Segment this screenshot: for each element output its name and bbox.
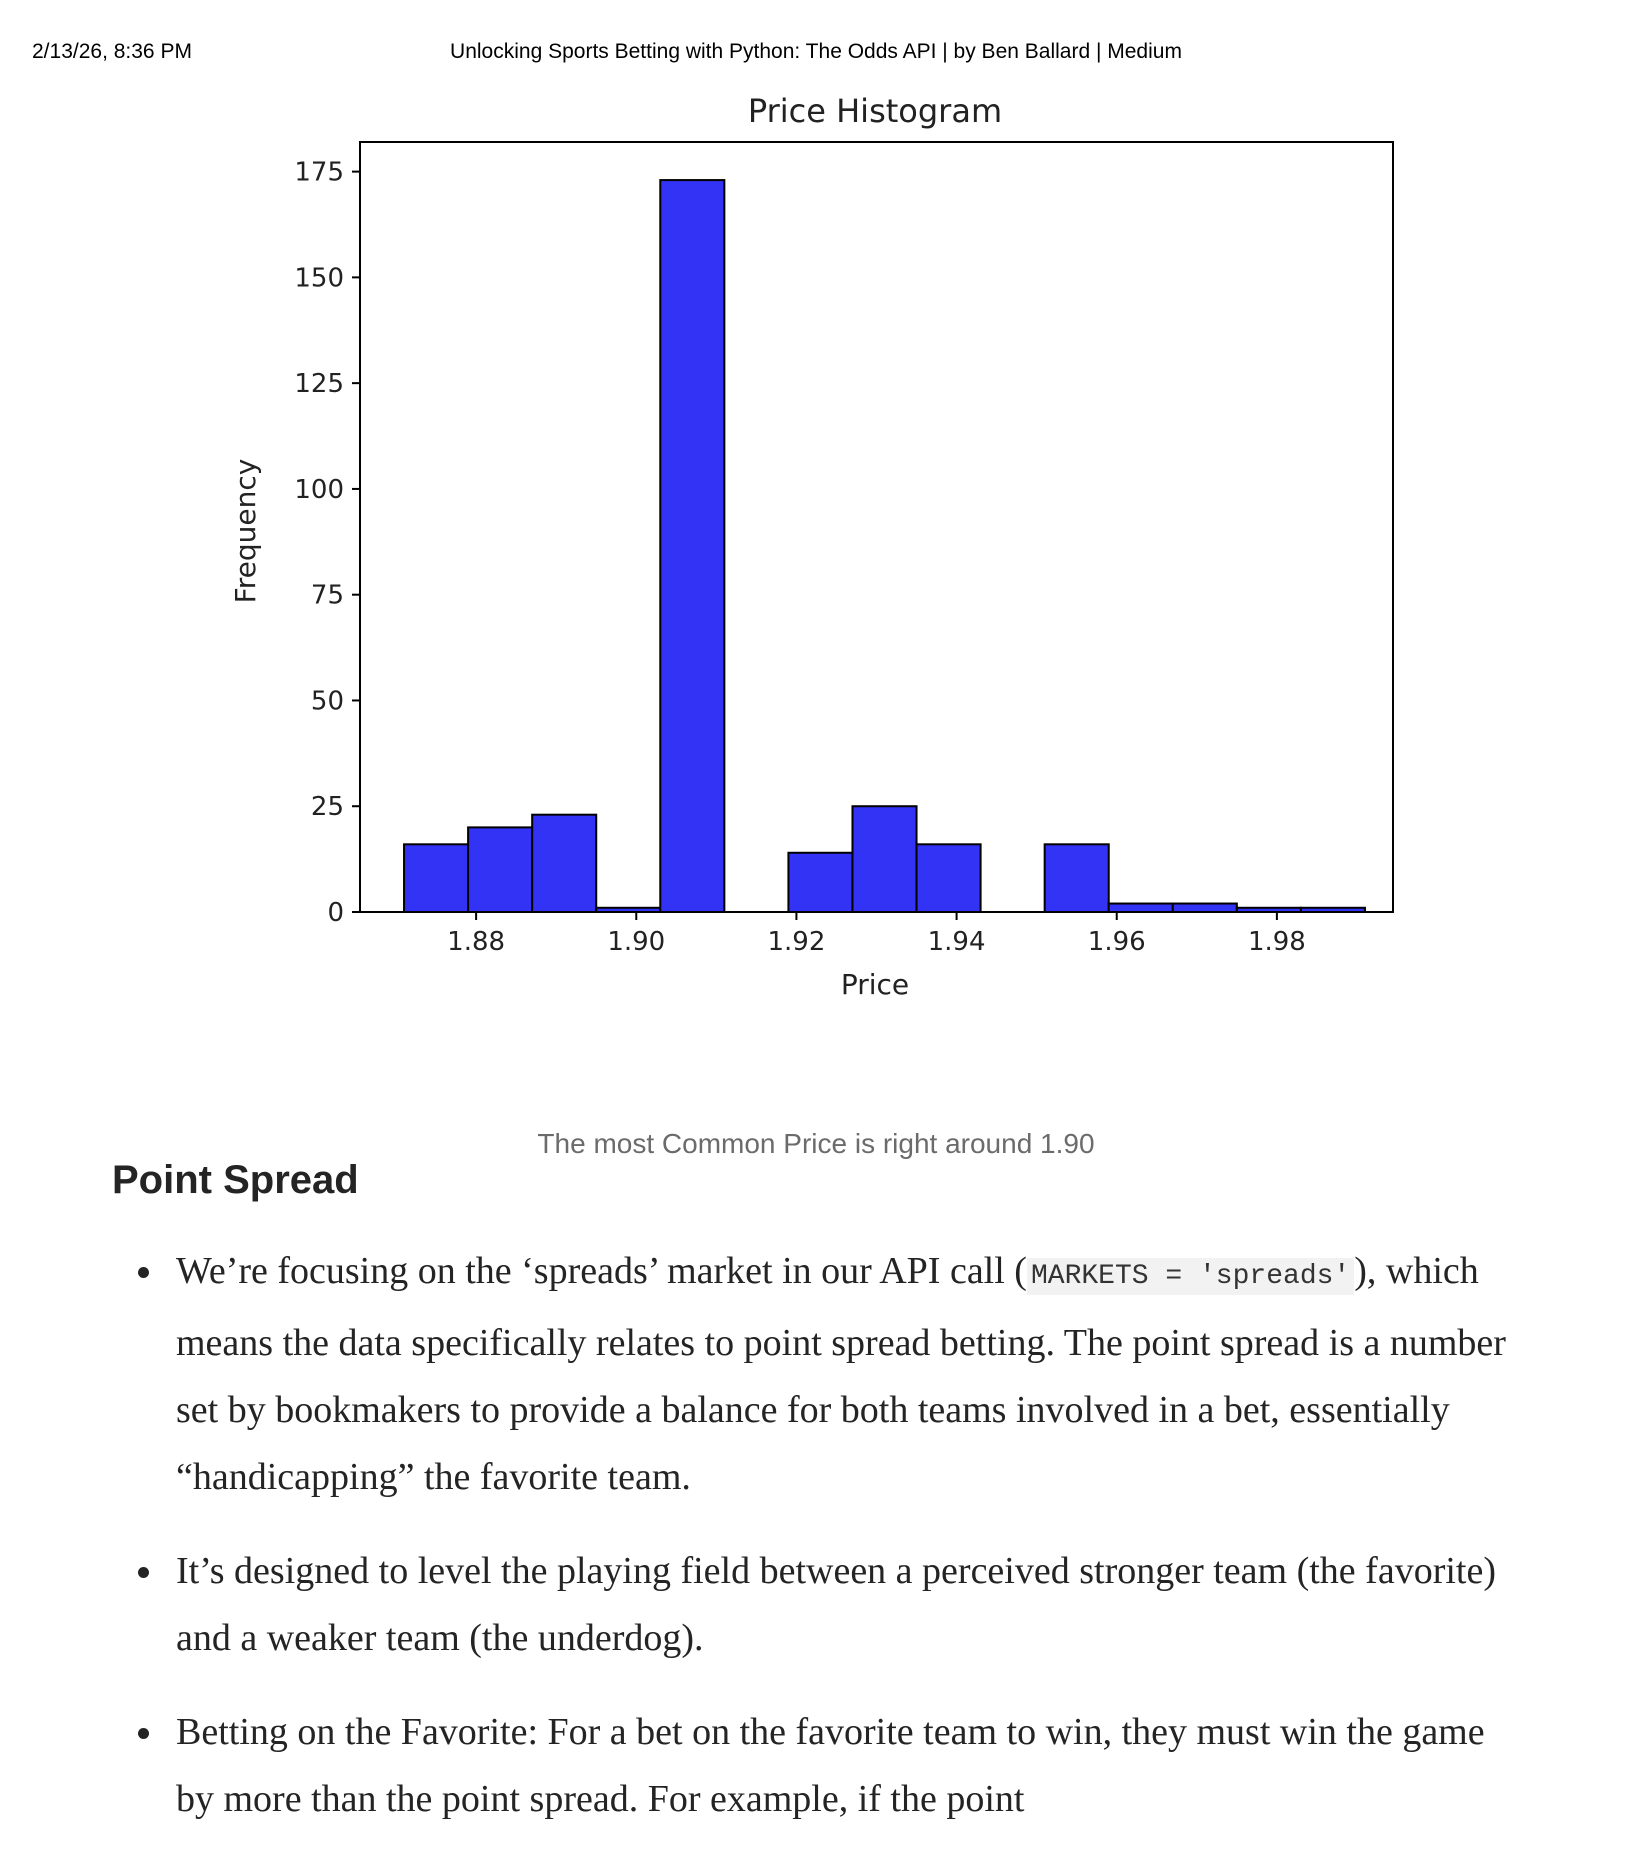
y-tick-label: 75 [310, 580, 344, 611]
print-date: 2/13/26, 8:36 PM [32, 40, 192, 63]
plot-frame [360, 142, 1393, 912]
x-tick-label: 1.94 [927, 927, 986, 957]
list-item [114, 1238, 1514, 1511]
bullet-list [114, 1238, 1514, 1860]
histogram-bar [404, 844, 468, 912]
section-heading: Point Spread [112, 1158, 359, 1202]
y-axis-label: Frequency [229, 458, 262, 604]
histogram-bar [660, 180, 724, 912]
x-tick-label: 1.96 [1087, 927, 1146, 957]
y-tick-label: 0 [327, 898, 344, 928]
print-title: Unlocking Sports Betting with Python: The Odds API | by Ben Ballard | Medium [450, 40, 1182, 63]
x-tick-label: 1.88 [447, 927, 506, 957]
y-tick-label: 100 [294, 474, 344, 505]
inline-code: MARKETS = 'spreads' [1027, 1258, 1354, 1295]
x-tick-label: 1.92 [767, 927, 826, 957]
histogram-bar [917, 844, 981, 912]
chart-title: Price Histogram [747, 92, 1003, 130]
list-item-text: ), which means the data specifically relates to point spread betting. The point spread is a number set by bookmakers to provide a balance for both teams involved in a bet, essentially “handicapping” the favorite team. [176, 1250, 1506, 1498]
figure-caption: The most Common Price is right around 1.90 [537, 1128, 1095, 1159]
y-tick-label: 175 [294, 157, 344, 188]
histogram-bar [788, 853, 852, 912]
list-item-text: We’re focusing on the ‘spreads’ market in our API call ( [176, 1250, 1027, 1292]
histogram-bar [1045, 844, 1109, 912]
list-item [114, 1699, 1514, 1833]
histogram-bar [1173, 904, 1237, 912]
histogram-bar [852, 806, 916, 912]
print-header [0, 40, 1632, 70]
y-tick-label: 150 [294, 263, 344, 294]
histogram-bar [468, 827, 532, 912]
histogram-bar [532, 815, 596, 912]
list-item [114, 1538, 1514, 1672]
y-tick-label: 125 [294, 369, 344, 400]
x-tick-label: 1.90 [607, 927, 666, 957]
x-tick-label: 1.98 [1247, 927, 1306, 957]
y-tick-label: 50 [310, 686, 344, 717]
list-item-text: Betting on the Favorite: For a bet on the favorite team to win, they must win the game by more than the point spread. For example, if the point [176, 1711, 1485, 1820]
histogram-bar [1109, 904, 1173, 912]
y-tick-label: 25 [310, 792, 344, 823]
list-item-text: It’s designed to level the playing field between a perceived stronger team (the favorite) and a weaker team (the underdog). [176, 1550, 1496, 1659]
price-histogram-chart [225, 80, 1425, 1020]
x-axis-label: Price [840, 968, 910, 1001]
figure [0, 80, 1632, 1159]
